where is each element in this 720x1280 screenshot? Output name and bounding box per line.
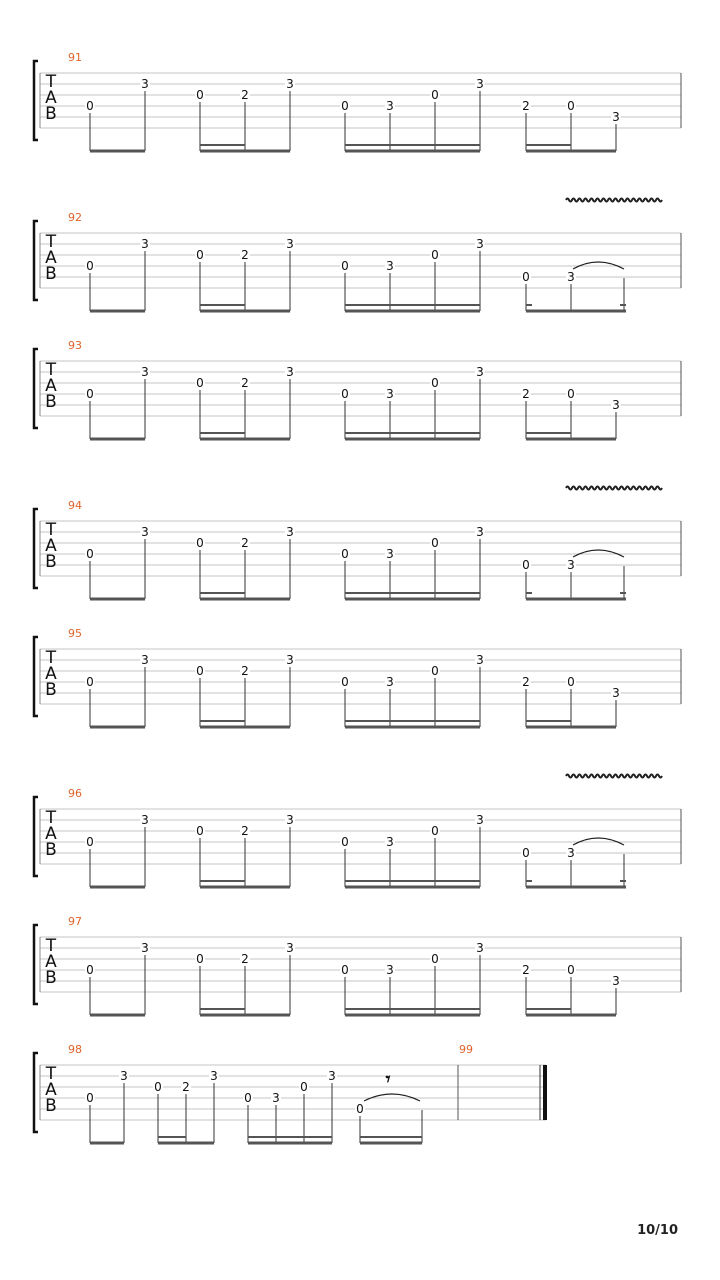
fret-number: 0 <box>196 248 204 262</box>
tab-clef-letter: A <box>45 536 57 556</box>
fret-number: 0 <box>196 664 204 678</box>
fret-number: 0 <box>86 259 94 273</box>
fret-number: 0 <box>196 952 204 966</box>
tab-clef-letter: B <box>45 552 57 572</box>
fret-number: 0 <box>86 99 94 113</box>
fret-number: 3 <box>120 1069 128 1083</box>
tab-clef-letter: B <box>45 104 57 124</box>
fret-number: 0 <box>341 547 349 561</box>
fret-number: 0 <box>356 1102 364 1116</box>
fret-number: 0 <box>86 675 94 689</box>
fret-number: 0 <box>567 99 575 113</box>
fret-number: 3 <box>386 547 394 561</box>
tab-clef-letter: B <box>45 392 57 412</box>
measure-number: 95 <box>68 627 82 640</box>
tab-clef-letter: A <box>45 664 57 684</box>
vibrato-mark <box>566 199 662 202</box>
fret-number: 3 <box>386 99 394 113</box>
fret-number: 2 <box>241 248 249 262</box>
final-barline-thick <box>543 1065 547 1120</box>
fret-number: 0 <box>522 270 530 284</box>
fret-number: 0 <box>341 387 349 401</box>
fret-number: 3 <box>567 846 575 860</box>
fret-number: 3 <box>286 653 294 667</box>
fret-number: 3 <box>141 813 149 827</box>
system-bracket <box>34 349 38 428</box>
fret-number: 0 <box>154 1080 162 1094</box>
fret-number: 0 <box>341 963 349 977</box>
fret-number: 3 <box>286 941 294 955</box>
fret-number: 3 <box>286 237 294 251</box>
fret-number: 2 <box>241 952 249 966</box>
tab-system <box>34 487 681 600</box>
eighth-rest-icon: 𝄾 <box>385 1069 391 1090</box>
fret-number: 3 <box>141 653 149 667</box>
tab-clef-letter: A <box>45 952 57 972</box>
tab-clef-letter: A <box>45 824 57 844</box>
measure-number: 91 <box>68 51 82 64</box>
fret-number: 0 <box>86 387 94 401</box>
measure-number: 98 <box>68 1043 82 1056</box>
fret-number: 2 <box>522 963 530 977</box>
system-bracket <box>34 221 38 300</box>
fret-number: 0 <box>431 952 439 966</box>
system-bracket <box>34 61 38 140</box>
fret-number: 0 <box>196 88 204 102</box>
measure-number: 99 <box>459 1043 473 1056</box>
fret-number: 3 <box>386 387 394 401</box>
measure-number: 96 <box>68 787 82 800</box>
fret-number: 2 <box>241 824 249 838</box>
tab-system <box>34 915 681 1015</box>
fret-number: 3 <box>476 237 484 251</box>
fret-number: 0 <box>86 547 94 561</box>
fret-number: 3 <box>476 653 484 667</box>
fret-number: 3 <box>386 675 394 689</box>
tab-clef-letter: A <box>45 376 57 396</box>
fret-number: 0 <box>86 1091 94 1105</box>
tab-clef-letter: T <box>45 520 57 540</box>
fret-number: 0 <box>196 376 204 390</box>
fret-number: 2 <box>522 99 530 113</box>
tab-clef-letter: T <box>45 936 57 956</box>
fret-number: 0 <box>567 675 575 689</box>
fret-number: 2 <box>241 664 249 678</box>
fret-number: 2 <box>241 536 249 550</box>
tab-clef-letter: T <box>45 232 57 252</box>
tab-clef-letter: B <box>45 680 57 700</box>
tab-clef-letter: B <box>45 968 57 988</box>
fret-number: 2 <box>241 88 249 102</box>
tab-clef-letter: T <box>45 72 57 92</box>
measure-number: 94 <box>68 499 82 512</box>
fret-number: 0 <box>567 963 575 977</box>
fret-number: 3 <box>476 77 484 91</box>
tab-clef-letter: A <box>45 88 57 108</box>
fret-number: 0 <box>522 846 530 860</box>
tab-system-final <box>34 1043 547 1143</box>
fret-number: 3 <box>272 1091 280 1105</box>
fret-number: 3 <box>141 365 149 379</box>
fret-number: 0 <box>341 259 349 273</box>
fret-number: 3 <box>567 558 575 572</box>
fret-number: 3 <box>386 963 394 977</box>
tab-system <box>34 51 681 151</box>
fret-number: 0 <box>341 99 349 113</box>
fret-number: 0 <box>522 558 530 572</box>
fret-number: 3 <box>286 365 294 379</box>
tab-clef-letter: T <box>45 808 57 828</box>
tab-clef-letter: B <box>45 264 57 284</box>
vibrato-mark <box>566 487 662 490</box>
system-bracket <box>34 509 38 588</box>
fret-number: 0 <box>431 824 439 838</box>
tab-clef-letter: T <box>45 648 57 668</box>
fret-number: 0 <box>86 963 94 977</box>
fret-number: 0 <box>431 376 439 390</box>
fret-number: 0 <box>341 835 349 849</box>
fret-number: 3 <box>141 77 149 91</box>
tab-clef-letter: T <box>45 1064 57 1084</box>
fret-number: 0 <box>567 387 575 401</box>
fret-number: 3 <box>476 813 484 827</box>
fret-number: 0 <box>300 1080 308 1094</box>
fret-number: 0 <box>341 675 349 689</box>
fret-number: 3 <box>286 77 294 91</box>
page-number: 10/10 <box>637 1223 678 1238</box>
fret-number: 3 <box>476 941 484 955</box>
fret-number: 3 <box>141 237 149 251</box>
fret-number: 0 <box>196 824 204 838</box>
tab-systems <box>34 51 681 1143</box>
measure-number: 97 <box>68 915 82 928</box>
system-bracket <box>34 797 38 876</box>
fret-number: 2 <box>241 376 249 390</box>
tab-clef-letter: A <box>45 248 57 268</box>
fret-number: 3 <box>141 941 149 955</box>
fret-number: 3 <box>612 398 620 412</box>
measure-number: 92 <box>68 211 82 224</box>
vibrato-mark <box>566 775 662 778</box>
fret-number: 3 <box>141 525 149 539</box>
tab-system <box>34 627 681 727</box>
fret-number: 0 <box>196 536 204 550</box>
fret-number: 0 <box>431 536 439 550</box>
fret-number: 3 <box>386 259 394 273</box>
fret-number: 2 <box>522 675 530 689</box>
fret-number: 0 <box>431 248 439 262</box>
fret-number: 3 <box>286 813 294 827</box>
system-bracket <box>34 637 38 716</box>
fret-number: 3 <box>286 525 294 539</box>
fret-number: 3 <box>612 110 620 124</box>
fret-number: 3 <box>328 1069 336 1083</box>
fret-number: 0 <box>431 88 439 102</box>
tab-system <box>34 199 681 312</box>
tab-clef-letter: A <box>45 1080 57 1100</box>
fret-number: 2 <box>522 387 530 401</box>
fret-number: 2 <box>182 1080 190 1094</box>
tab-clef-letter: B <box>45 1096 57 1116</box>
measure-number: 93 <box>68 339 82 352</box>
fret-number: 3 <box>210 1069 218 1083</box>
system-bracket <box>34 1053 38 1132</box>
tab-system <box>34 775 681 888</box>
tab-system <box>34 339 681 439</box>
fret-number: 0 <box>431 664 439 678</box>
system-bracket <box>34 925 38 1004</box>
fret-number: 3 <box>567 270 575 284</box>
fret-number: 3 <box>612 974 620 988</box>
fret-number: 0 <box>244 1091 252 1105</box>
fret-number: 3 <box>476 525 484 539</box>
tab-clef-letter: B <box>45 840 57 860</box>
fret-number: 3 <box>386 835 394 849</box>
fret-number: 3 <box>476 365 484 379</box>
fret-number: 0 <box>86 835 94 849</box>
tab-clef-letter: T <box>45 360 57 380</box>
fret-number: 3 <box>612 686 620 700</box>
